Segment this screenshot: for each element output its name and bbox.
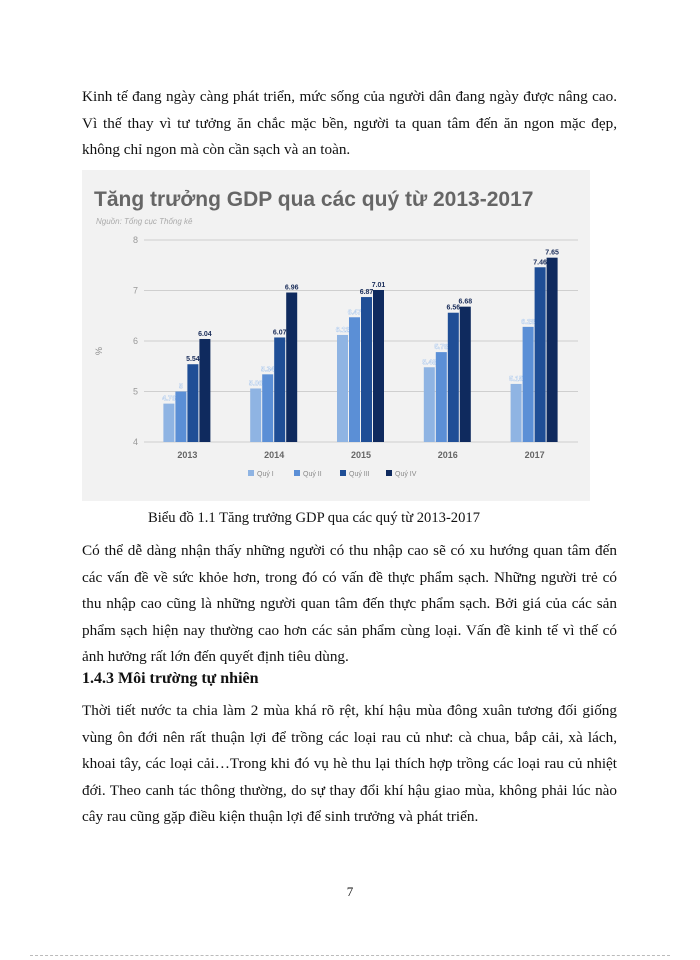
y-tick-label: 4 [132,437,138,447]
bar-data-label: 6.12 [335,326,350,334]
y-tick-label: 7 [132,285,138,296]
page-bottom-edge [30,955,670,956]
bar [262,374,273,442]
bar [250,388,261,442]
bar [361,297,372,442]
legend-label: Quý II [303,471,322,478]
bar-data-label: 6.56 [446,304,461,312]
bar [187,364,198,442]
y-tick-label: 8 [132,235,138,245]
bar-data-label: 6.07 [272,329,287,337]
bar-data-label: 6.96 [284,284,299,292]
legend-label: Quý III [349,471,370,478]
bar-data-label: 7.46 [533,259,547,267]
bar-data-label: 5.15 [509,375,523,383]
bar-data-label: 5.06 [248,380,263,388]
bar-data-label: 6.28 [521,318,535,326]
bar [511,384,522,442]
legend-swatch [294,470,300,476]
bar-data-label: 5.54 [186,356,200,364]
chart-caption: Biểu đồ 1.1 Tăng trưởng GDP qua các quý từ 2013-2017 [148,510,480,526]
bar [460,307,471,442]
bar-data-label: 5.48 [422,359,437,367]
nature-paragraph: Thời tiết nước ta chia làm 2 mùa khá rõ rệt, khí hậu mùa đông xuân tương đối giống vùng ôn đới nên rất thuận lợi để trồng các loại rau củ như: cà chua, bắp cải, xà lách, khoai tây, các loại cải…Trong khi đó vụ hè thu lại thích hợp trồng các loại rau củ nhiệt đới. Theo canh tác thông thường, do sự thay đổi khí hậu giao mùa, không phải lúc nào cây rau cũng gặp điều kiện thuận lợi để sinh trưởng và phát triển. [82,702,617,825]
bar [163,404,174,442]
bar-data-label: 6.04 [198,330,212,338]
bar-data-label: 4.76 [162,395,176,403]
chart-title: Tăng trưởng GDP qua các quý từ 2013-2017 [94,188,534,211]
bar [349,317,360,442]
bar [175,392,186,443]
bar [547,258,558,442]
bar [436,352,447,442]
chart-canvas [82,170,590,501]
bar [535,267,546,442]
y-tick-label: 5 [132,386,138,397]
bar-data-label: 6.68 [458,298,473,306]
chart-subtitle: Nguồn: Tổng cục Thống kê [96,217,193,226]
y-axis-label: % [94,346,104,356]
x-tick-label: 2015 [350,450,372,460]
y-tick-label: 6 [132,336,138,346]
legend-swatch [248,470,254,476]
x-tick-label: 2017 [524,450,545,460]
bar [373,290,384,442]
bar-data-label: 5.34 [260,366,275,374]
bar [274,337,285,442]
bar [286,293,297,442]
bar-data-label: 6.87 [359,289,374,297]
legend-label: Quý IV [395,471,417,478]
page-number: 7 [346,884,354,899]
bar-data-label: 7.01 [371,281,386,289]
bar-data-label: 5.78 [434,344,449,352]
legend-label: Quý I [257,471,274,478]
x-tick-label: 2016 [437,450,458,460]
bar [199,339,210,442]
bar-data-label: 7.65 [545,249,559,257]
legend-swatch [386,470,392,476]
bar-data-label: 6.47 [347,309,362,317]
bar-data-label: 5 [178,383,183,391]
bar [424,367,435,442]
income-paragraph: Có thể dễ dàng nhận thấy những người có thu nhập cao sẽ có xu hướng quan tâm đến các vấn đề về sức khỏe hơn, trong đó có vấn đề thực phẩm sạch. Những người trẻ có thu nhập cao cũng là những người quan tâm đến thực phẩm sạch. Bởi giá của các sản phẩm sạch hiện nay thường cao hơn các sản phẩm cùng loại. Vấn đề kinh tế vì thế có ảnh hưởng rất lớn đến quyết định tiêu dùng. [82,542,617,665]
x-tick-label: 2013 [177,450,198,460]
bar [523,327,534,442]
section-heading: 1.4.3 Môi trường tự nhiên [82,670,259,687]
bar [337,335,348,442]
legend-swatch [340,470,346,476]
gdp-growth-chart [82,170,590,501]
intro-paragraph: Kinh tế đang ngày càng phát triển, mức sống của người dân đang ngày được nâng cao. Vì thế thay vì tư tưởng ăn chắc mặc bền, người ta quan tâm đến ăn ngon mặc đẹp, không chỉ ngon mà còn cần sạch và an toàn. [82,88,617,158]
x-tick-label: 2014 [264,450,285,460]
bar [448,313,459,442]
